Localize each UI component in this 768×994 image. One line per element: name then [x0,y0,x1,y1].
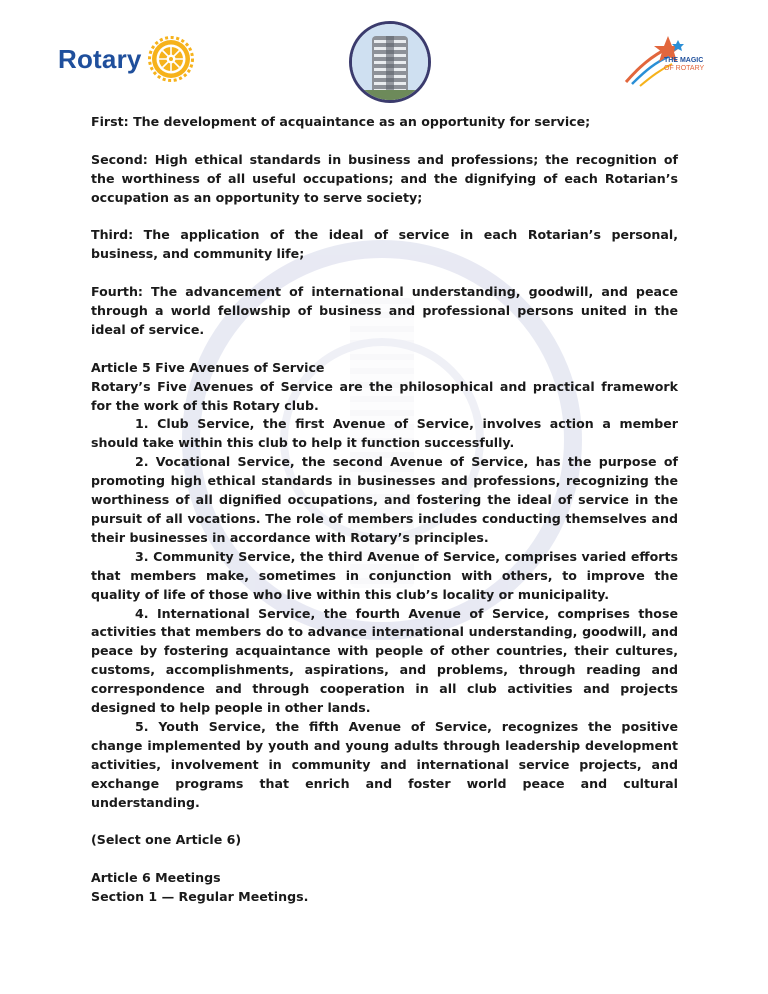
object-second: Second: High ethical standards in business and professions; the recognition of the worthiness of all useful occupations; and the dignifying of each Rotarian’s occupation as an opportunity to serve society; [91,151,678,205]
page-header [0,0,768,115]
avenue-youth-service: 5. Youth Service, the fifth Avenue of Service, recognizes the positive change implemented by youth and young adults through leadership development activities, involvement in community and international service projects, and exchange programs that enrich and foster world peace and cultural understanding. [91,718,678,810]
rotary-wheel-icon [148,36,194,82]
building-badge [349,21,431,103]
object-third: Third: The application of the ideal of service in each Rotarian’s personal, business, and community life; [91,227,678,262]
article5-title: Article 5 Five Avenues of Service [91,359,325,375]
avenue-community-service: 3. Community Service, the third Avenue of Service, comprises varied efforts that members make, sometimes in conjunction with others, to improve the quality of life of those who live within this club’s locality or municipality. [91,548,678,602]
select-note: (Select one Article 6) [91,832,242,848]
article6-section1: Section 1 — Regular Meetings. [91,889,309,905]
avenue-vocational-service: 2. Vocational Service, the second Avenue of Service, has the purpose of promoting high ethical standards in businesses and professions, recognizing the worthiness of all dignified occupations, and fostering the ideal of service in the pursuit of all vocations. The role of members includes conducting themselves and their businesses in accordance with Rotary’s principles. [91,454,678,545]
rotary-logo [58,36,194,82]
avenue-international-service: 4. International Service, the fourth Avenue of Service, comprises those activities that members do to advance international understanding, goodwill, and peace by fostering acquaintance with people of other countries, their cultures, customs, accomplishments, aspirations, and problems, through reading and correspondence and through cooperation in all club activities and projects designed to help people in other lands. [91,605,678,716]
object-fourth: Fourth: The advancement of international understanding, goodwill, and peace through a world fellowship of business and professional persons united in the ideal of service. [91,284,678,337]
object-first: First: The development of acquaintance as an opportunity for service; [91,114,591,129]
document-body [91,113,678,907]
magic-line-2: OF ROTARY [664,65,705,72]
rotary-wordmark: Rotary [58,43,142,74]
avenue-club-service: 1. Club Service, the first Avenue of Service, involves action a member should take within this club to help it function successfully. [91,416,678,451]
article5-intro: Rotary’s Five Avenues of Service are the philosophical and practical framework for the work of this Rotary club. [91,378,678,413]
building-image [352,24,428,100]
magic-of-rotary-text [664,57,704,73]
article6-title: Article 6 Meetings [91,870,221,886]
magic-line-1: THE MAGIC [664,57,704,64]
